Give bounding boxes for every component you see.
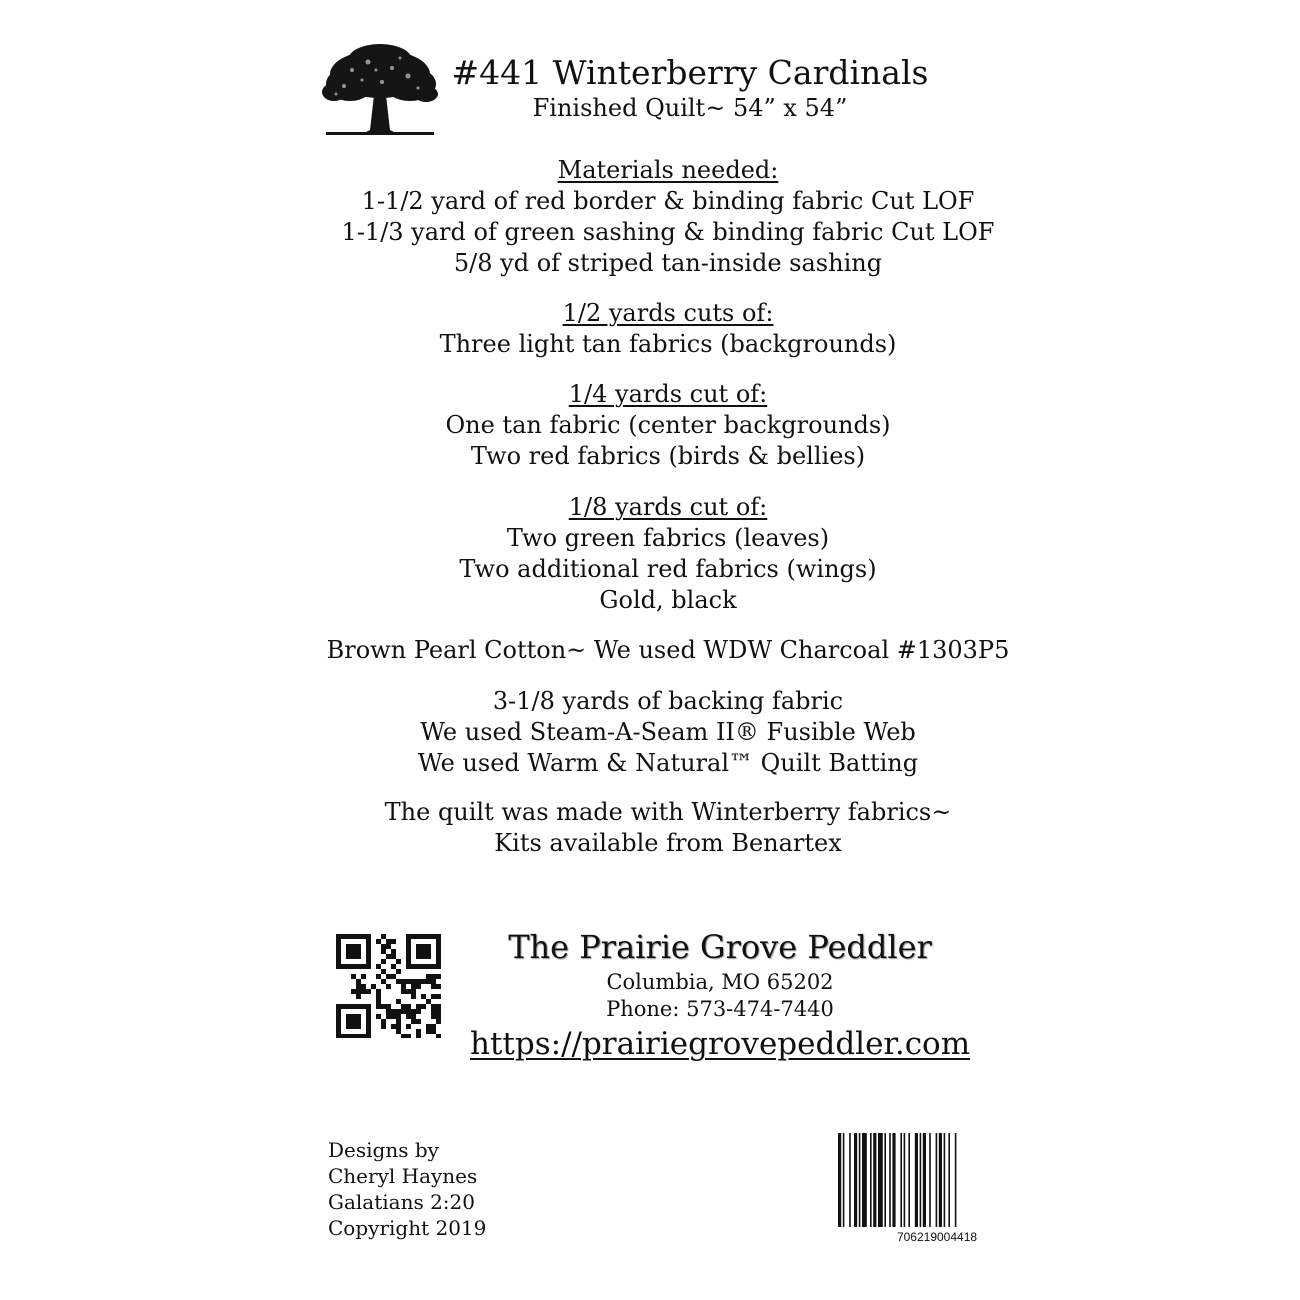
title-block: [440, 52, 940, 122]
material-line: 3-1/8 yards of backing fabric: [492, 687, 844, 715]
company-name: The Prairie Grove Peddler: [508, 928, 932, 966]
barcode-icon: [836, 1131, 1038, 1235]
material-line: Two additional red fabrics (wings): [459, 555, 877, 583]
material-line: We used Warm & Natural™ Quilt Batting: [417, 749, 919, 777]
barcode-number: 706219004418: [896, 1230, 978, 1244]
credit-line: Galatians 2:20: [328, 1190, 475, 1214]
credit-line: Cheryl Haynes: [328, 1164, 478, 1188]
company-url-link[interactable]: https://prairiegrovepeddler.com: [470, 1026, 971, 1062]
material-line: 1-1/2 yard of red border & binding fabric Cut LOF: [361, 187, 975, 215]
company-address: Columbia, MO 65202: [606, 970, 834, 994]
material-line: Kits available from Benartex: [494, 829, 842, 857]
oak-tree-icon: [322, 40, 438, 140]
company-block: [470, 925, 970, 1065]
material-line: We used Steam-A-Seam II® Fusible Web: [420, 718, 916, 746]
page-subtitle: Finished Quilt~ 54” x 54”: [532, 94, 848, 122]
material-line: 1-1/3 yard of green sashing & binding fabric Cut LOF: [341, 218, 995, 246]
section-heading: 1/8 yards cut of:: [568, 493, 768, 521]
material-line: Two green fabrics (leaves): [506, 524, 830, 552]
thread-section: [300, 635, 1036, 666]
section-heading: 1/4 yards cut of:: [568, 380, 768, 408]
material-line: The quilt was made with Winterberry fabrics~: [384, 798, 952, 826]
page-title: #441 Winterberry Cardinals: [451, 53, 929, 92]
material-line: 5/8 yd of striped tan-inside sashing: [453, 249, 883, 277]
material-line: Brown Pearl Cotton~ We used WDW Charcoal #1303P5: [326, 636, 1010, 664]
material-line: One tan fabric (center backgrounds): [445, 411, 891, 439]
qr-code-icon: [336, 934, 446, 1038]
half-yard-section: [300, 298, 1036, 360]
section-heading: Materials needed:: [557, 156, 779, 184]
credits-block: [328, 1137, 486, 1241]
quarter-yard-section: [300, 379, 1036, 472]
credit-line: Copyright 2019: [328, 1216, 487, 1240]
material-line: Two red fabrics (birds & bellies): [470, 442, 866, 470]
eighth-yard-section: [300, 492, 1036, 616]
section-heading: 1/2 yards cuts of:: [562, 299, 774, 327]
backing-section: [300, 686, 1036, 779]
material-line: Gold, black: [599, 586, 737, 614]
credit-line: Designs by: [328, 1138, 439, 1162]
company-phone: Phone: 573-474-7440: [606, 997, 834, 1021]
fabric-note-section: [300, 797, 1036, 859]
material-line: Three light tan fabrics (backgrounds): [439, 330, 897, 358]
materials-section: [300, 155, 1036, 279]
